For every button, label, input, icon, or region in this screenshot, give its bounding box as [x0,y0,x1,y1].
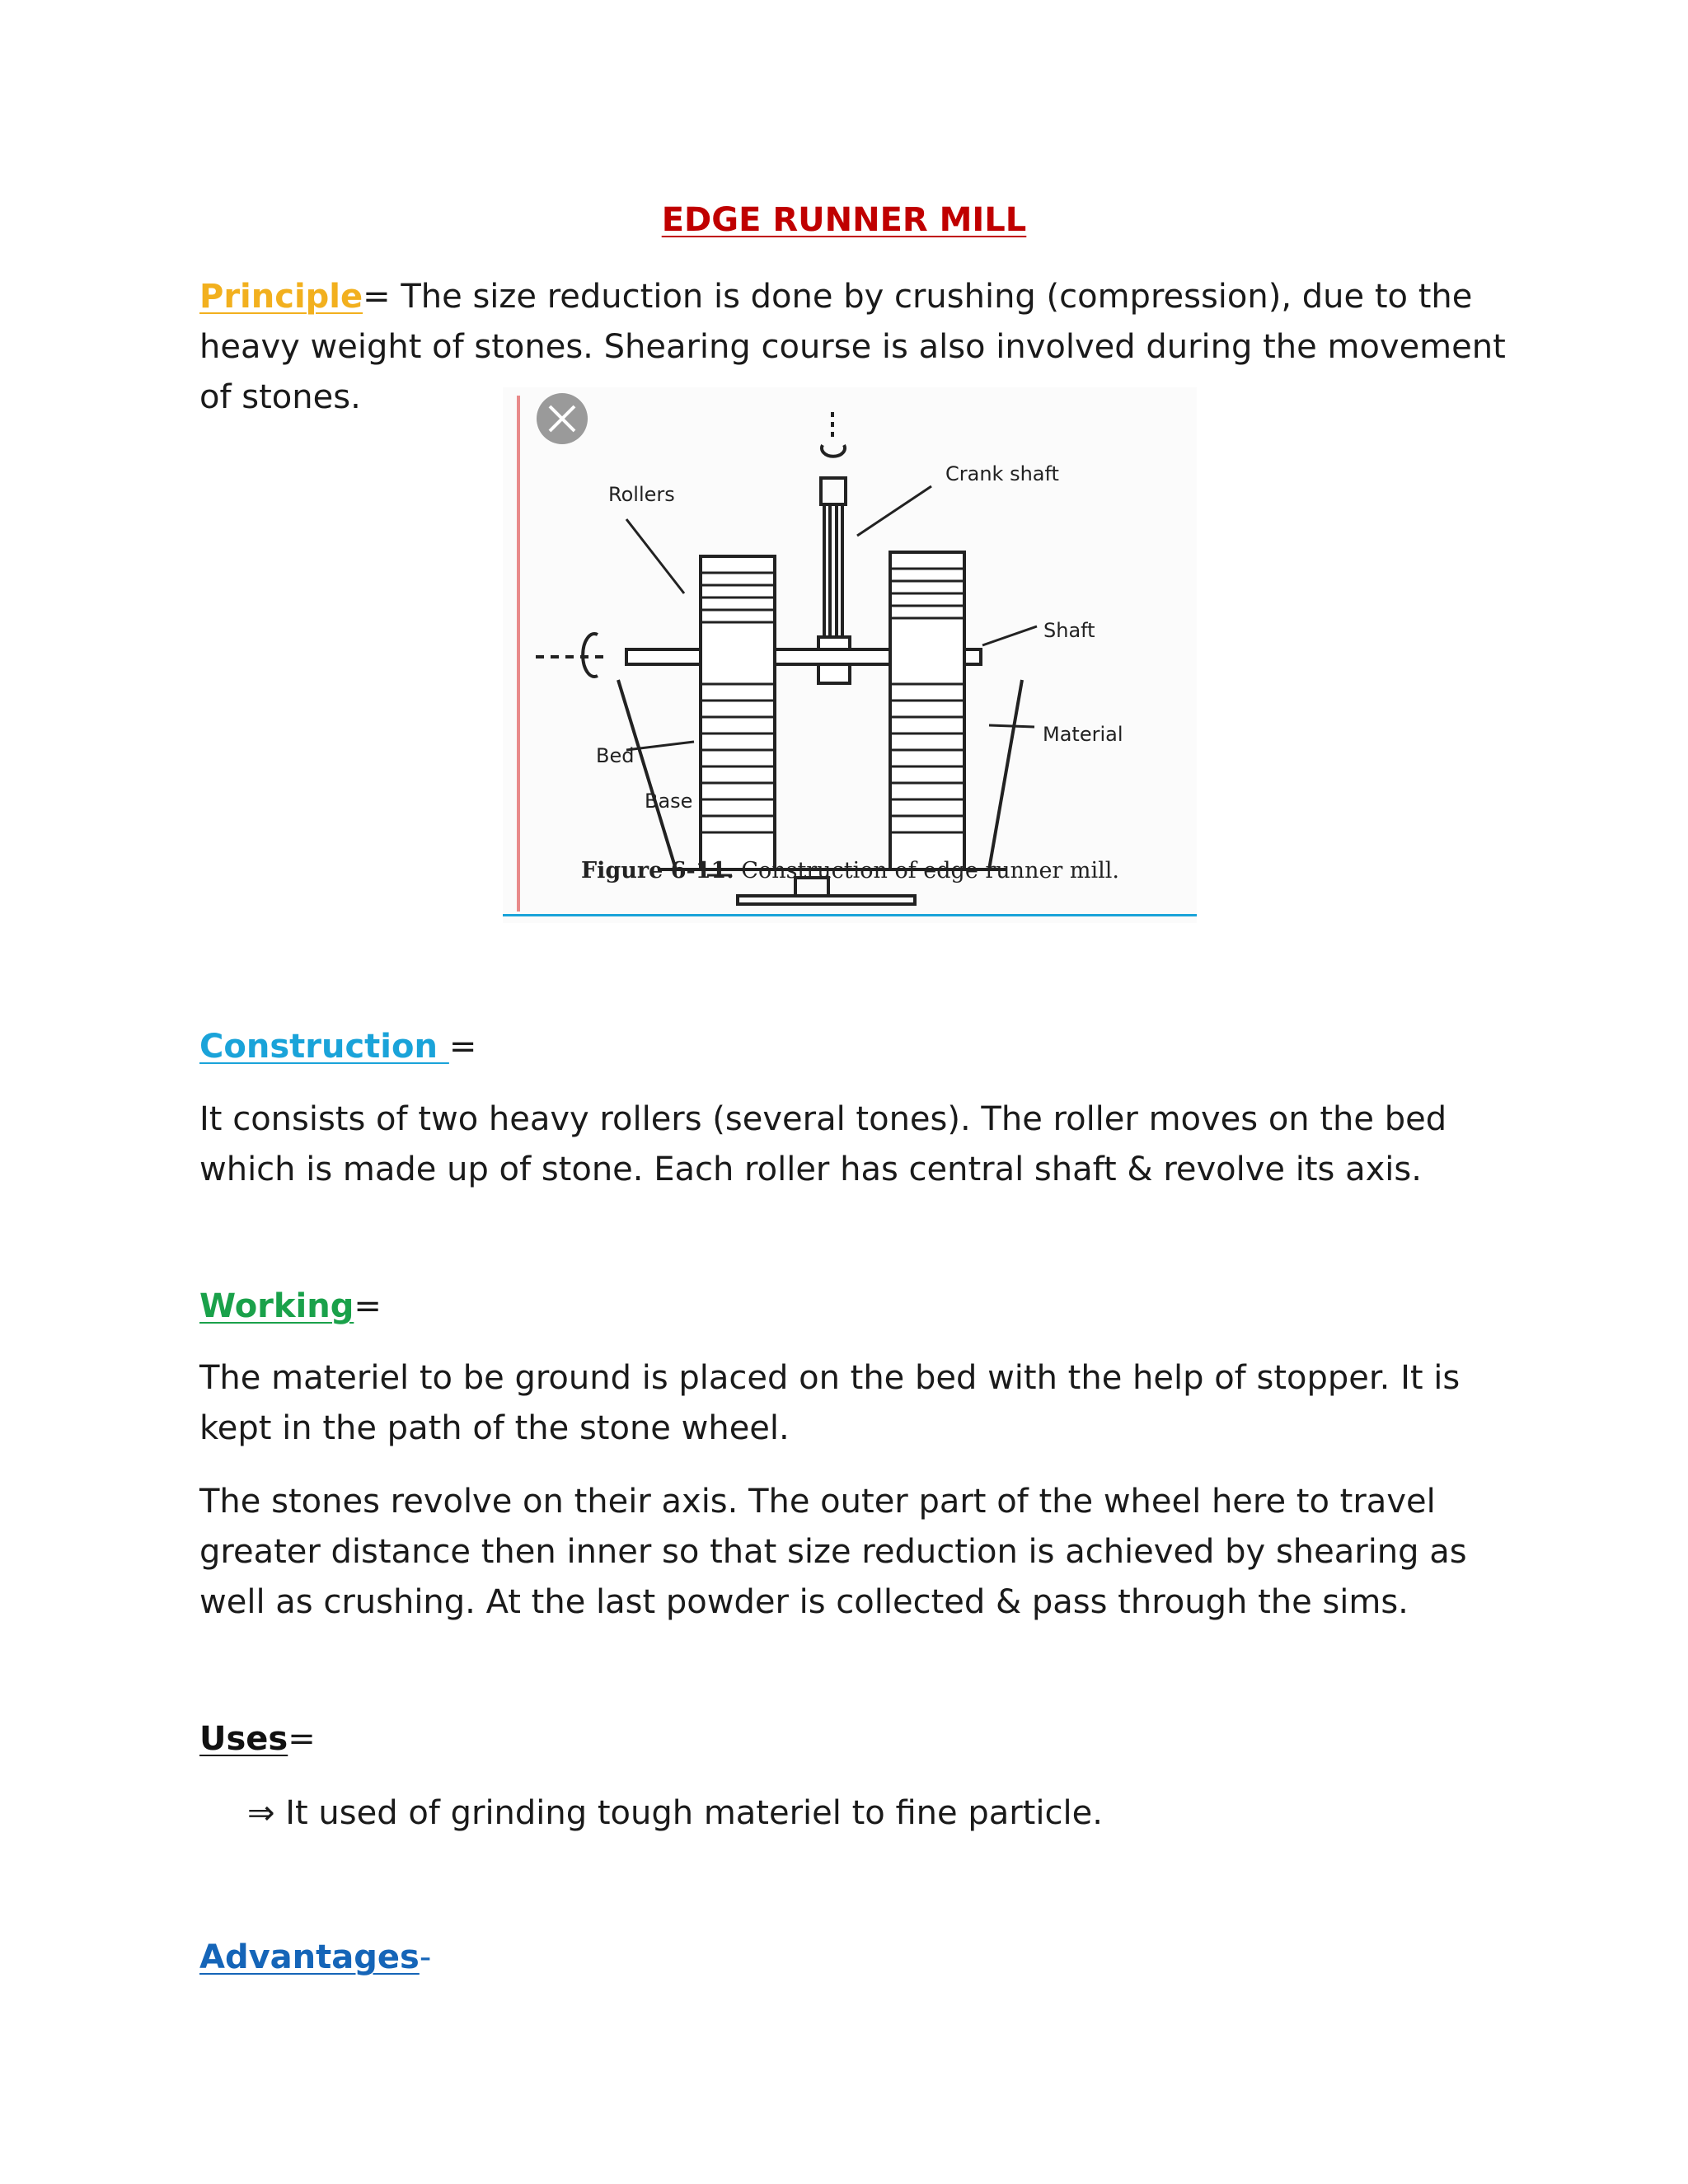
working-separator: = [354,1287,382,1325]
label-base: Base [645,790,693,813]
construction-heading-line [199,1022,476,1072]
figure-caption-bold: Figure 6-11. [581,858,734,883]
label-bed: Bed [596,744,635,767]
working-heading: Working [199,1287,354,1325]
principle-separator: = [363,278,391,316]
figure-caption [581,858,1119,883]
advantages-separator: - [419,1938,432,1976]
working-heading-line [199,1282,382,1332]
label-material: Material [1043,723,1123,746]
construction-separator: = [448,1028,477,1066]
label-shaft: Shaft [1043,619,1095,642]
working-paragraph-2: The stones revolve on their axis. The outer part of the wheel here to travel greater distance then inner so that size reduction is achieved by shearing as well as crushing. At the last powder is collected & pass through the sims. [199,1483,1467,1621]
edge-runner-mill-figure [503,387,1197,923]
advantages-heading: Advantages [199,1938,420,1976]
title-text: EDGE RUNNER MILL [661,201,1027,239]
figure-divider [503,914,1197,916]
working-paragraph-1: The materiel to be ground is placed on the bed with the help of stopper. It is kept in the path of the stone wheel. [199,1359,1461,1447]
label-crank-shaft: Crank shaft [945,462,1059,485]
uses-item-text: It used of grinding tough materiel to fine particle. [274,1794,1103,1832]
construction-heading: Construction [199,1028,449,1066]
advantages-heading-line [199,1933,431,1983]
construction-paragraph: It consists of two heavy rollers (several tones). The roller moves on the bed which is made up of stone. Each roller has central shaft & revolve its axis. [199,1100,1447,1188]
document-title [0,201,1688,239]
uses-heading-line [199,1714,316,1765]
double-arrow-icon: ⇒ [247,1794,275,1832]
principle-heading: Principle [199,278,363,316]
close-icon[interactable] [537,393,588,444]
figure-caption-text: Construction of edge runner mill. [734,858,1120,883]
principle-text: The size reduction is done by crushing (compression), due to the heavy weight of stones. Shearing course is also involved during the movement of stones. [199,278,1506,416]
uses-separator: = [288,1720,316,1758]
label-rollers: Rollers [608,483,675,506]
uses-list-item [247,1788,1103,1839]
uses-heading: Uses [199,1720,288,1758]
